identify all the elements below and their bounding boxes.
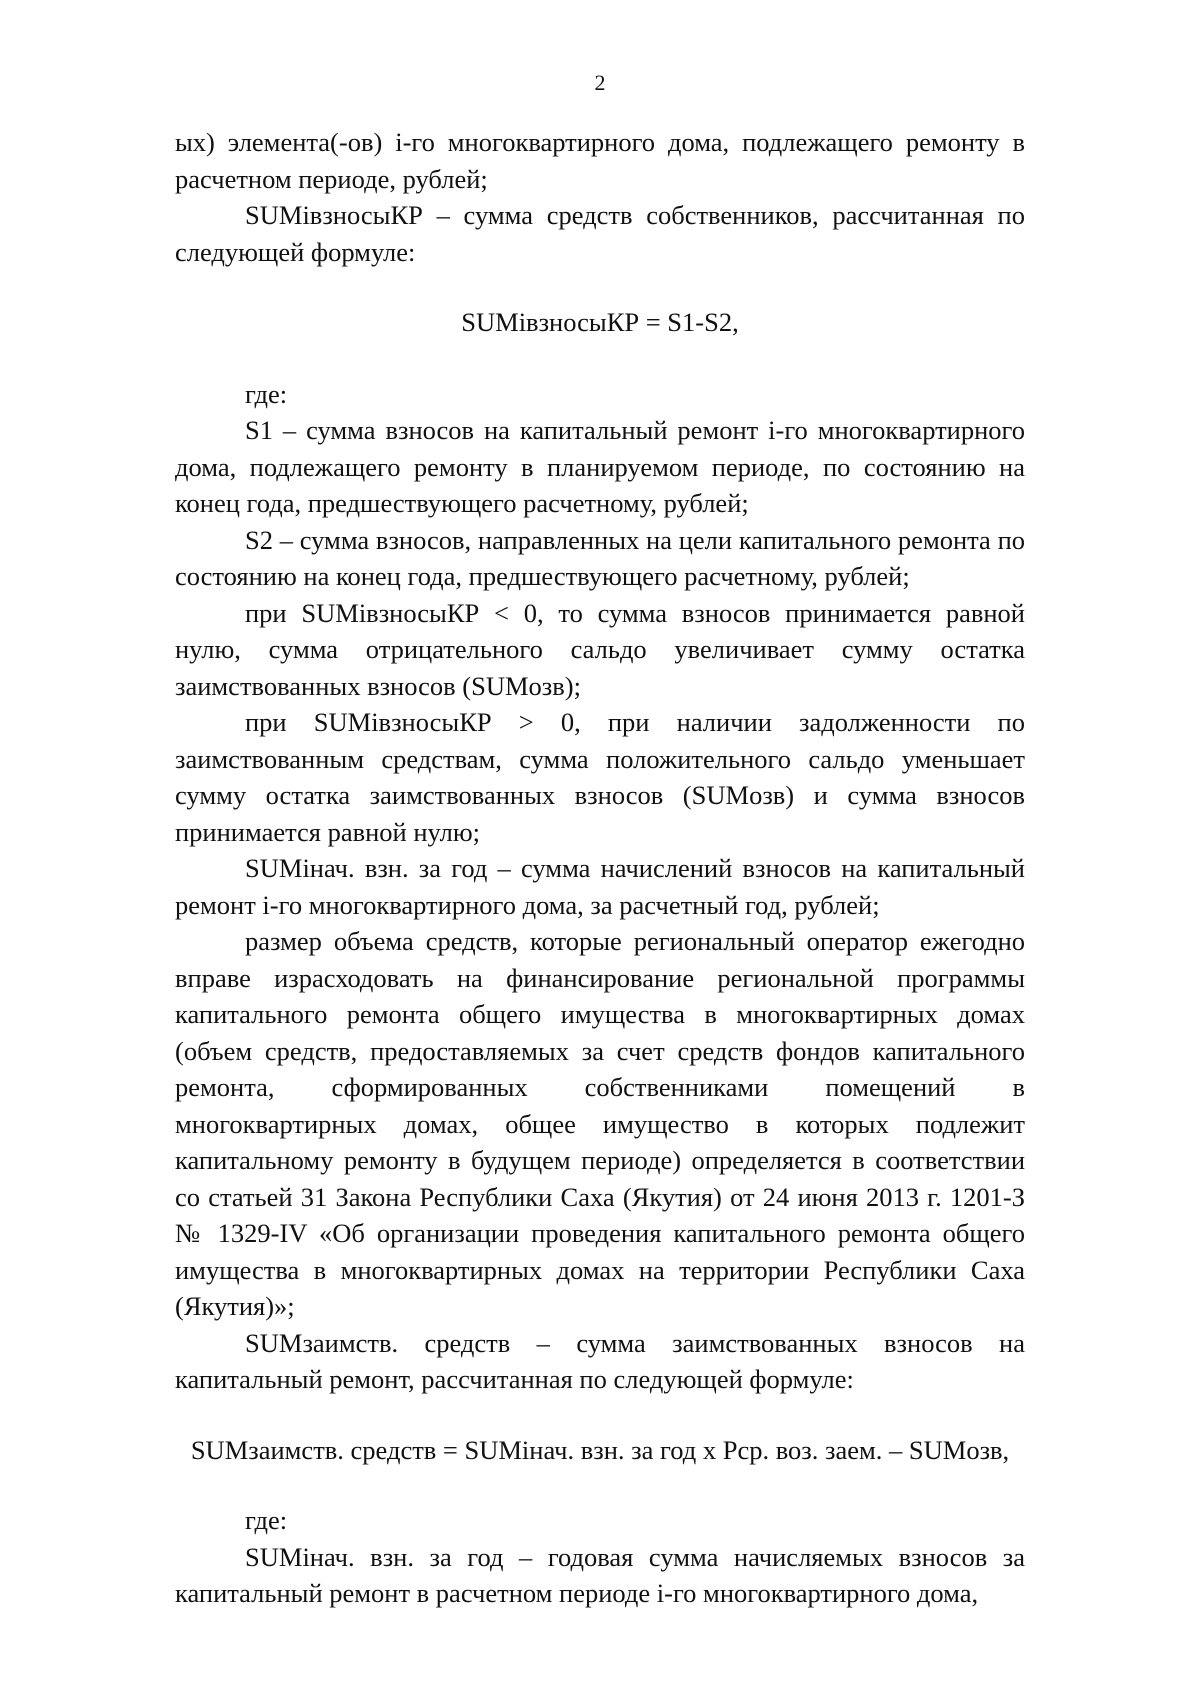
- paragraph-sum-owners-definition: SUMiвзносыКР – сумма средств собственников, рассчитанная по следующей формуле:: [175, 200, 1025, 267]
- paragraph-annual-accrual: SUMiнач. взн. за год – сумма начислений взносов на капитальный ремонт i-го многоквартирного дома, за расчетный год, рублей;: [175, 853, 1025, 920]
- formula-borrowed-funds: SUMзаимств. средств = SUMiнач. взн. за год х Рср. воз. заем. – SUMозв,: [190, 1434, 1010, 1465]
- document-body: [175, 124, 1025, 1612]
- paragraph-s1-definition: S1 – сумма взносов на капитальный ремонт i-го многоквартирного дома, подлежащего ремонту в планируемом периоде, по состоянию на конец года, предшествующего расчетному, рублей;: [175, 415, 1025, 518]
- paragraph-continuation: ых) элемента(-ов) i-го многоквартирного дома, подлежащего ремонту в расчетном периоде, рублей;: [175, 127, 1025, 194]
- page-number: 2: [594, 70, 606, 95]
- paragraph-funds-volume: размер объема средств, которые региональный оператор ежегодно вправе израсходовать на финансирование региональной программы капитального ремонта общего имущества в многоквартирных домах (объем средств, предоставляемых за счет средств фондов капитального ремонта, сформированных собственниками помещений в многоквартирных домах, общее имущество в которых подлежит капитальному ремонту в будущем периоде) определяется в соответствии со статьей 31 Закона Республики Саха (Якутия) от 24 июня 2013 г. 1201-З № 1329-IV «Об организации проведения капитального ремонта общего имущества в многоквартирных домах на территории Республики Саха (Якутия)»;: [175, 926, 1025, 1321]
- paragraph-where-1: где:: [245, 378, 288, 409]
- paragraph-annual-sum-definition: SUMiнач. взн. за год – годовая сумма начисляемых взносов за капитальный ремонт в расчетном периоде i-го многоквартирного дома,: [175, 1541, 1025, 1608]
- paragraph-positive-balance: при SUMiвзносыКР > 0, при наличии задолженности по заимствованным средствам, сумма положительного сальдо уменьшает сумму остатка заимствованных взносов (SUMозв) и сумма взносов принимается равной нулю;: [175, 707, 1025, 847]
- paragraph-negative-balance: при SUMiвзносыКР < 0, то сумма взносов принимается равной нулю, сумма отрицательного сальдо увеличивает сумму остатка заимствованных взносов (SUMозв);: [175, 597, 1025, 701]
- paragraph-where-2: где:: [245, 1505, 288, 1535]
- paragraph-borrowed-definition: SUMзаимств. средств – сумма заимствованных взносов на капитальный ремонт, рассчитанная по следующей формуле:: [175, 1327, 1025, 1394]
- paragraph-s2-definition: S2 – сумма взносов, направленных на цели капитального ремонта по состоянию на конец года, предшествующего расчетному, рублей;: [175, 524, 1025, 591]
- formula-sum-contributions: SUMiвзносыКР = S1-S2,: [461, 307, 739, 337]
